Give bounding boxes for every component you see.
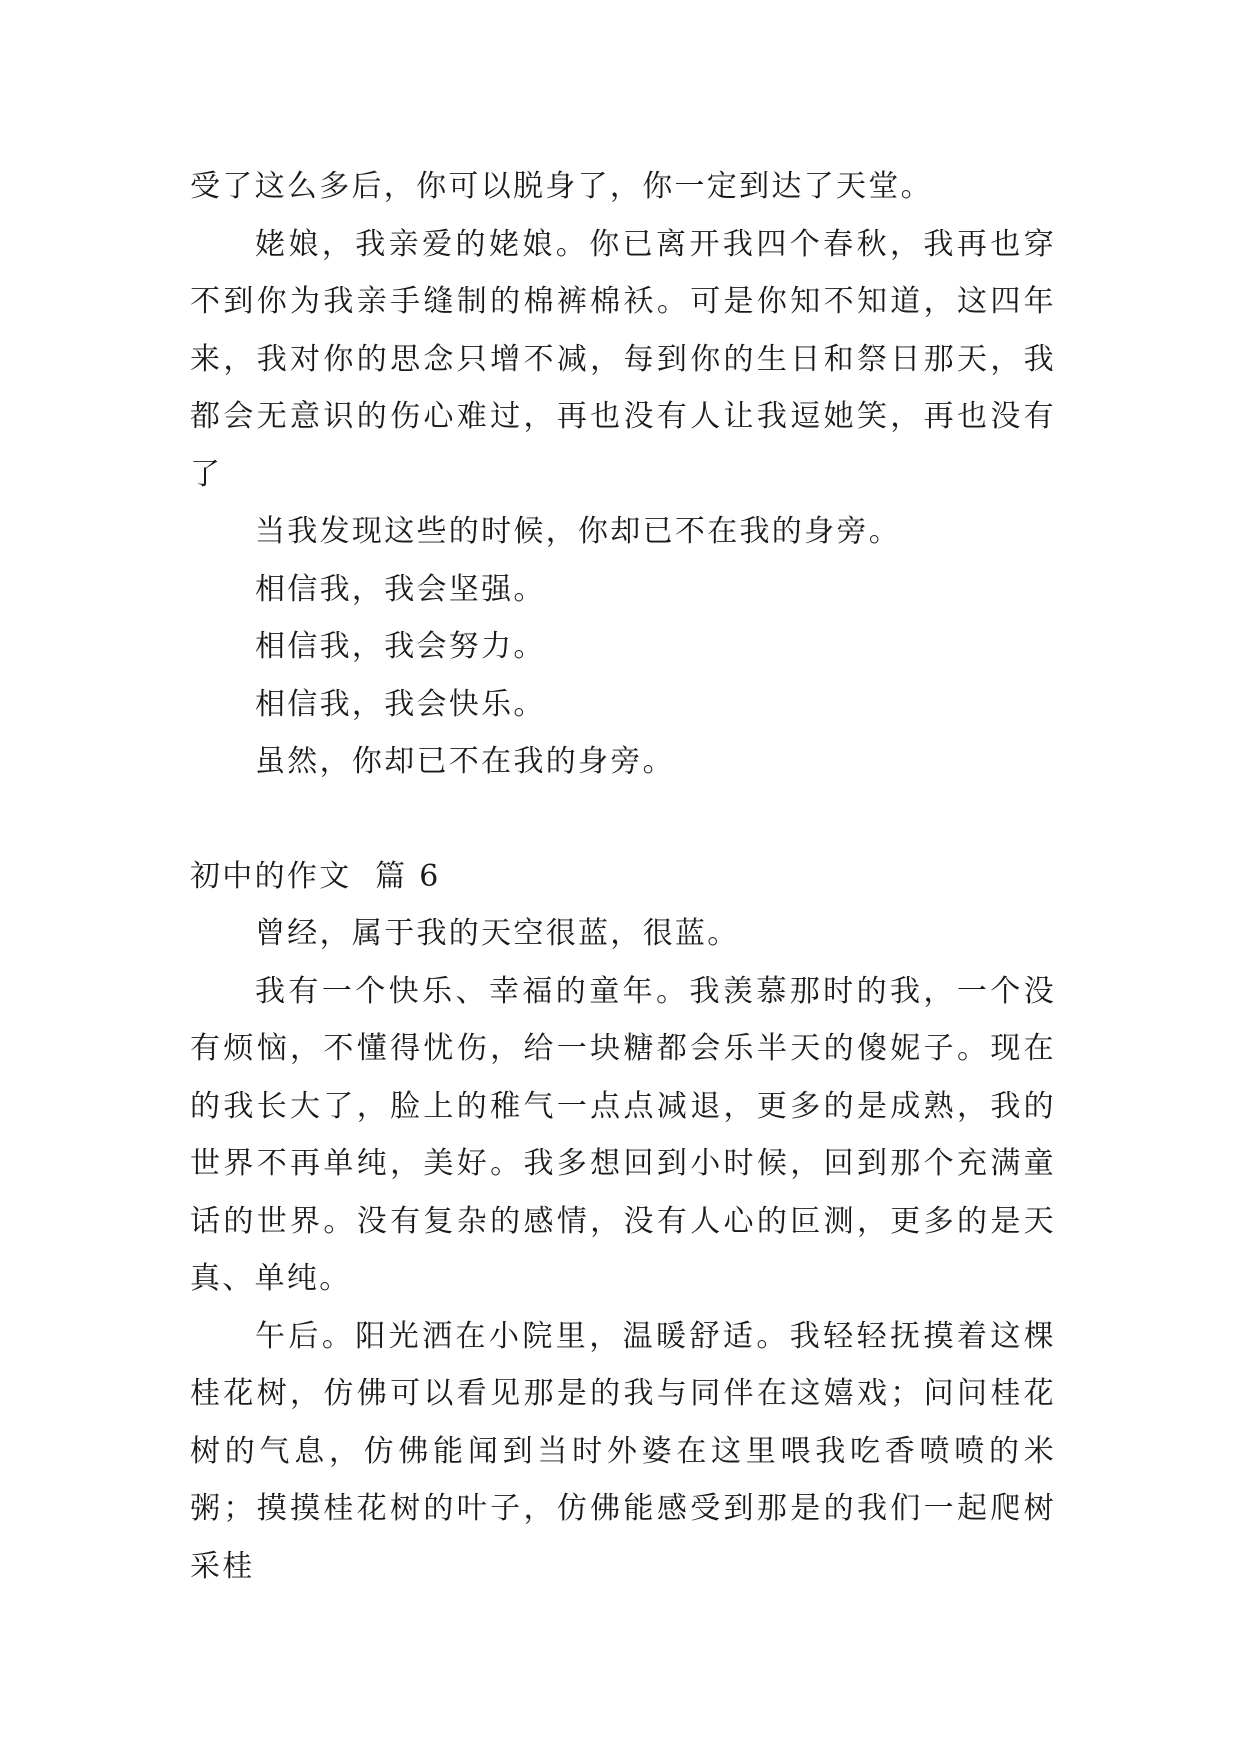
paragraph: 曾经，属于我的天空很蓝，很蓝。 xyxy=(255,916,740,951)
paragraph: 虽然，你却已不在我的身旁。 xyxy=(255,744,675,779)
paragraph: 姥娘，我亲爱的姥娘。你已离开我四个春秋，我再也穿不到你为我亲手缝制的棉裤棉袄。可是你知不知道，这四年来，我对你的思念只增不减，每到你的生日和祭日那天，我都会无意识的伤心难过，再也没有人让我逗她笑，再也没有了 xyxy=(190,226,1056,492)
paragraph: 午后。阳光洒在小院里，温暖舒适。我轻轻抚摸着这棵桂花树，仿佛可以看见那是的我与同伴在这嬉戏；问问桂花树的气息，仿佛能闻到当时外婆在这里喂我吃香喷喷的米粥；摸摸桂花树的叶子，仿佛能感受到那是的我们一起爬树采桂 xyxy=(190,1318,1056,1584)
section-spacer xyxy=(190,791,1056,848)
paragraph: 相信我，我会坚强。 xyxy=(255,571,546,607)
section-heading: 初中的作文 篇 6 xyxy=(190,858,441,894)
paragraph: 相信我，我会快乐。 xyxy=(255,686,546,722)
paragraph: 相信我，我会努力。 xyxy=(255,629,546,664)
paragraph: 受了这么多后，你可以脱身了，你一定到达了天堂。 xyxy=(190,169,933,204)
paragraph: 我有一个快乐、幸福的童年。我羡慕那时的我，一个没有烦恼，不懂得忧伤，给一块糖都会乐半天的傻妮子。现在的我长大了，脸上的稚气一点点减退，更多的是成熟，我的世界不再单纯，美好。我多想回到小时候，回到那个充满童话的世界。没有复杂的感情，没有人心的叵测，更多的是天真、单纯。 xyxy=(190,973,1056,1296)
paragraph: 当我发现这些的时候，你却已不在我的身旁。 xyxy=(255,514,901,549)
document-body xyxy=(190,158,1056,1595)
